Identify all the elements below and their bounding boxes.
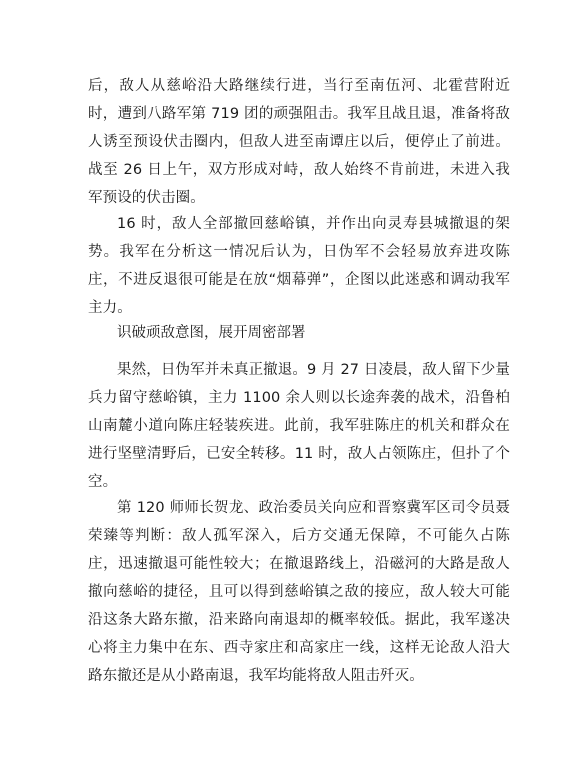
paragraph-3: 果然，日伪军并未真正撤退。9 月 27 日凌晨，敌人留下少量兵力留守慈峪镇，主力 1100 余人则以长途奔袭的战术，沿鲁柏山南麓小道向陈庄轻装疾进。此前，我军驻陈庄的机关和群众在进行坚壁清野后，已安全转移。11 时，敌人占领陈庄，但扑了个空。 bbox=[88, 362, 510, 490]
paragraph-4: 第 120 师师长贺龙、政治委员关向应和晋察冀军区司令员聂荣臻等判断：敌人孤军深入，后方交通无保障，不可能久占陈庄，迅速撤退可能性较大；在撤退路线上，沿磁河的大路是敌人撤向慈峪的捷径，且可以得到慈峪镇之敌的接应，敌人较大可能沿这条大路东撤，沿来路向南退却的概率较低。据此，我军遂决心将主力集中在东、西寺家庄和高家庄一线，这样无论敌人沿大路东撤还是从小路南退，我军均能将敌人阻击歼灭。 bbox=[88, 500, 510, 684]
section-heading: 识破顽敌意图，展开周密部署 bbox=[117, 325, 306, 341]
paragraph-1: 后，敌人从慈峪沿大路继续行进，当行至南伍河、北霍营附近时，遭到八路军第 719 团的顽强阻击。我军且战且退，准备将敌人诱至预设伏击圈内，但敌人进至南谭庄以后，便停止了前进。战至 26 日上午，双方形成对峙，敌人始终不肯前进，未进入我军预设的伏击圈。 bbox=[88, 78, 510, 206]
paragraph-2: 16 时，敌人全部撤回慈峪镇，并作出向灵寿县城撤退的架势。我军在分析这一情况后认为，日伪军不会轻易放弃进攻陈庄，不进反退很可能是在放“烟幕弹”，企图以此迷惑和调动我军主力。 bbox=[88, 216, 510, 316]
